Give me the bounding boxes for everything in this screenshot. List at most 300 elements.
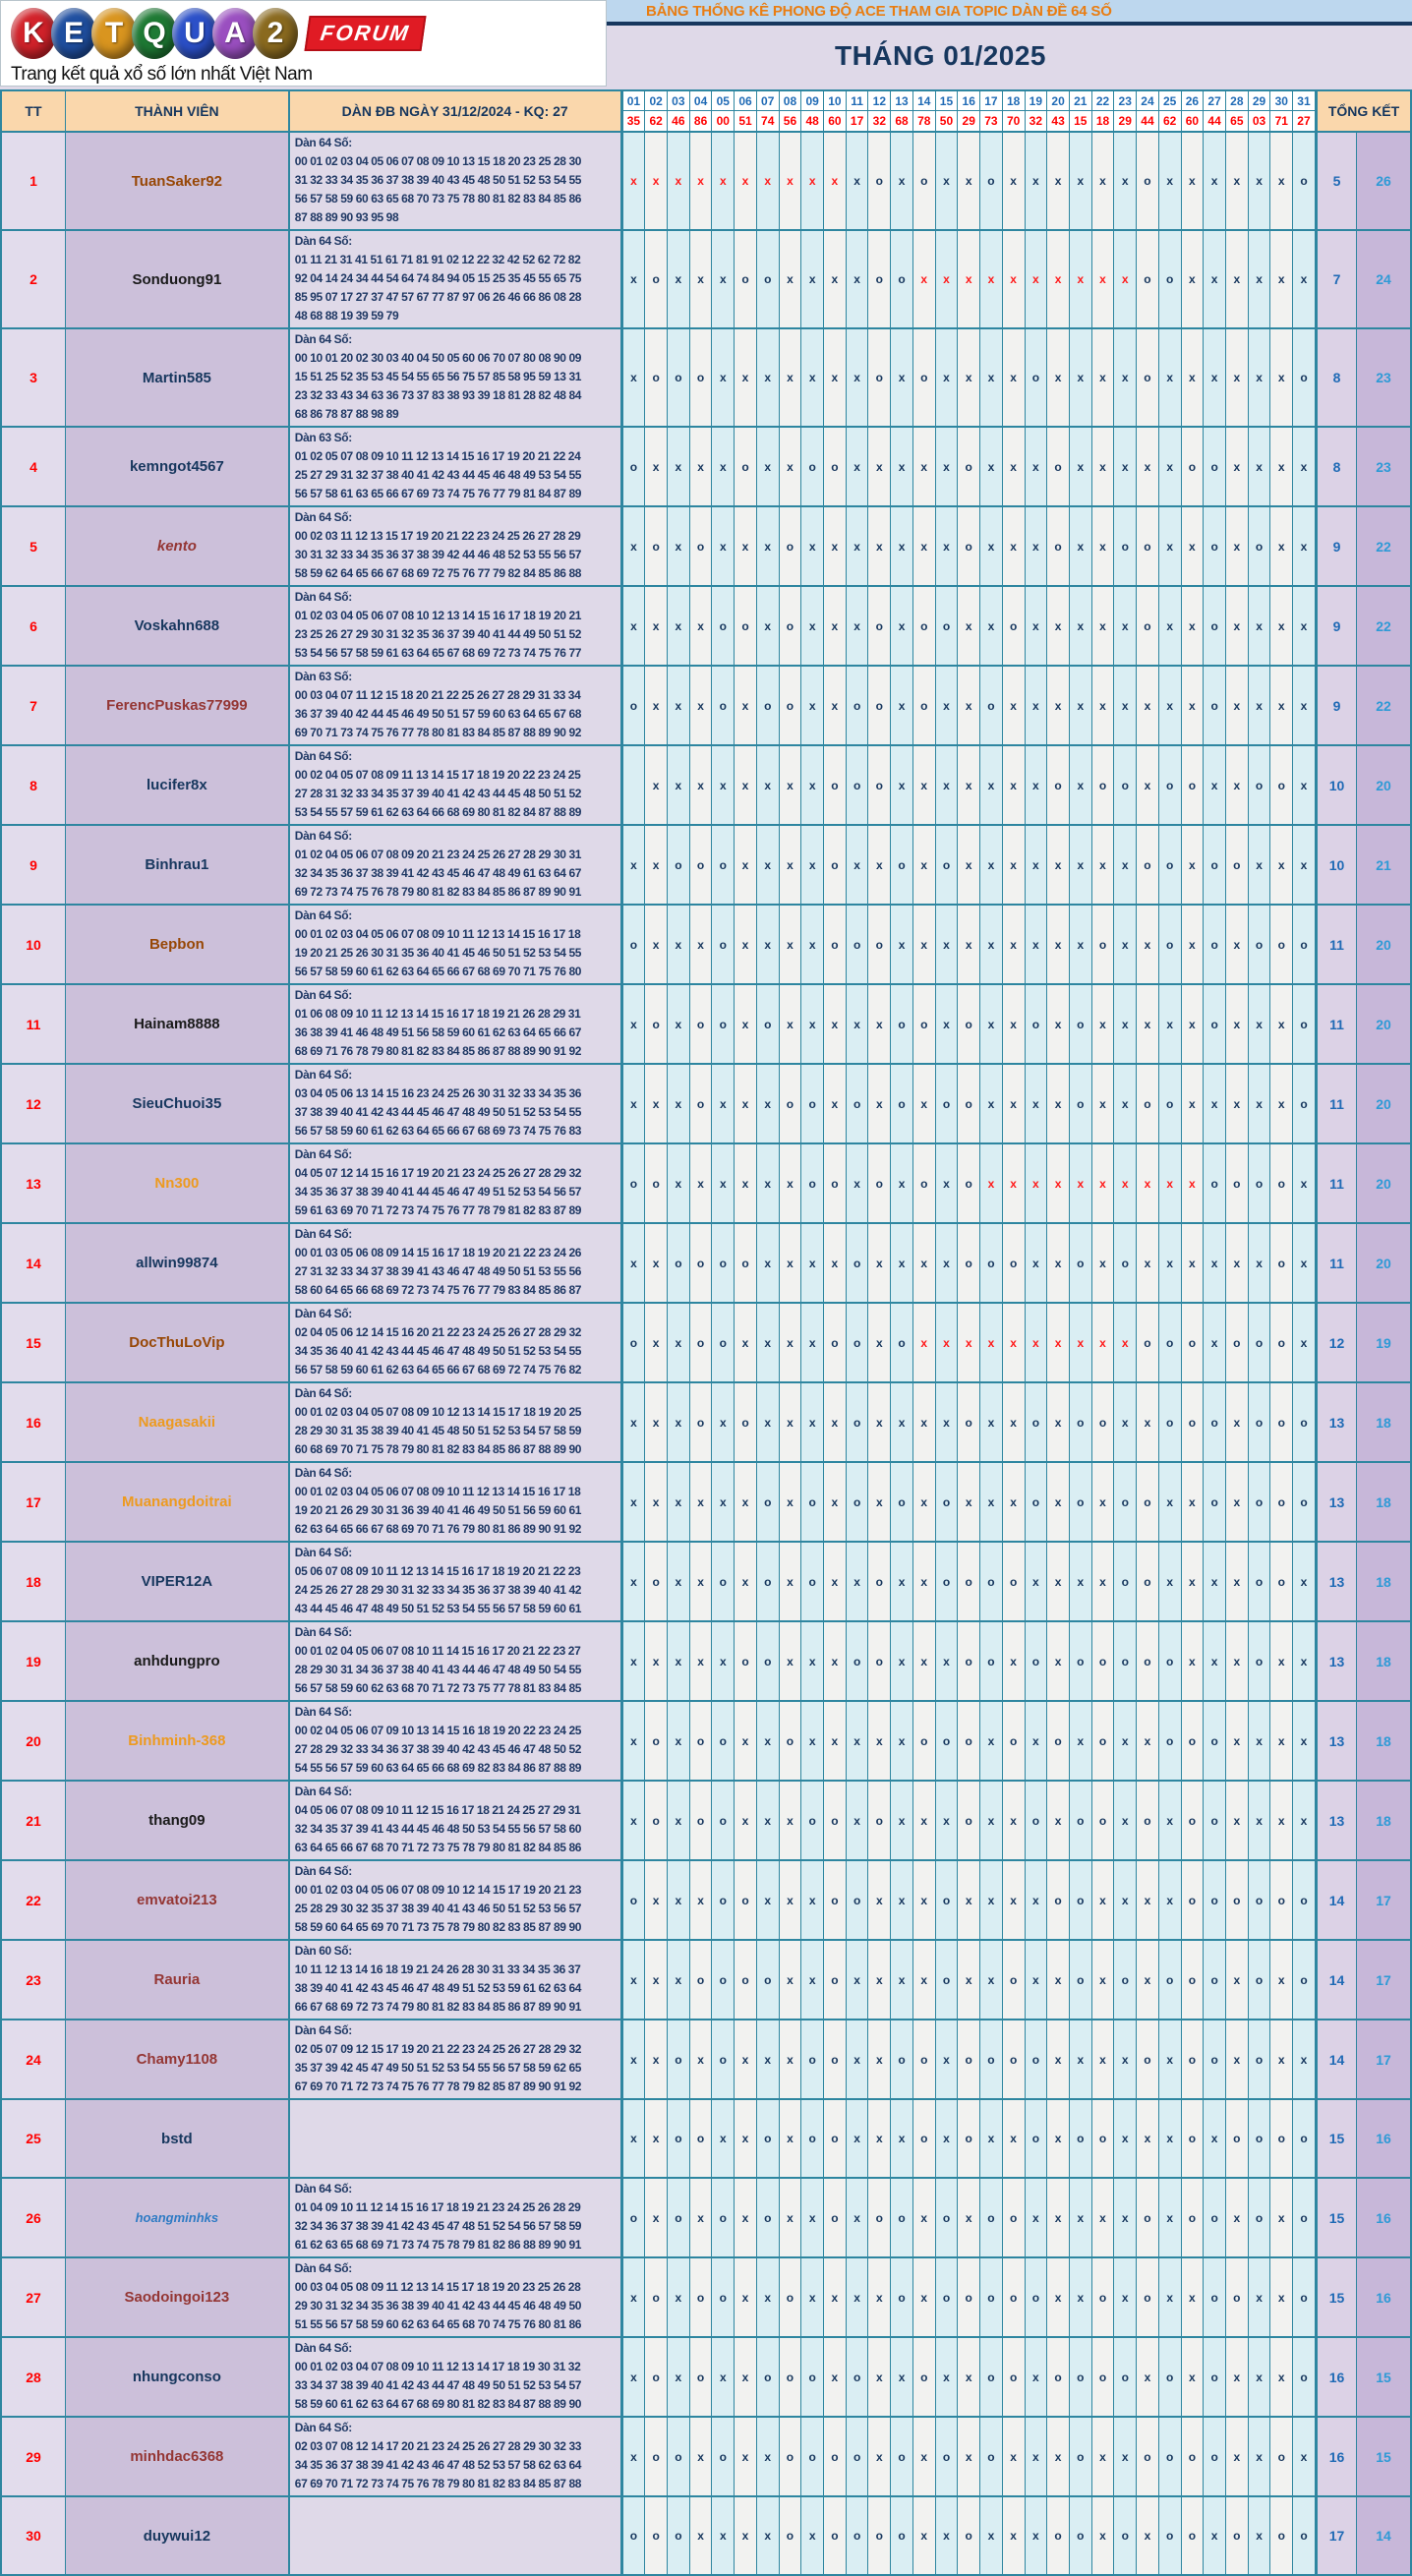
mark-cell: x [800,231,823,327]
mark-cell: x [623,1224,645,1302]
daily-marks [623,1304,1319,1381]
mark-cell: x [1025,2338,1047,2416]
mark-cell: x [1269,231,1292,327]
summary-miss-count: 13 [1318,1383,1357,1461]
table-row [2,2495,1410,2574]
mark-cell: x [979,1065,1002,1142]
day-result: 62 [1162,114,1177,128]
mark-cell: x [734,1304,756,1381]
mark-cell: o [1225,2497,1248,2574]
mark-cell: x [689,1463,712,1541]
mark-cell: x [756,2418,779,2495]
mark-cell: x [1002,826,1025,904]
day-number: 24 [1137,91,1158,111]
table-row [2,1859,1410,1939]
mark-cell: x [1292,1622,1315,1700]
mark-cell: x [867,2020,890,2098]
mark-cell: x [890,587,912,665]
mark-cell: x [1292,1782,1315,1859]
mark-cell: x [1269,2020,1292,2098]
mark-cell: o [1292,906,1315,983]
mark-cell: o [800,1065,823,1142]
mark-cell: o [957,985,979,1063]
mark-cell: o [1091,1383,1114,1461]
mark-cell: o [1292,133,1315,229]
mark-cell: o [644,1782,667,1859]
mark-cell: x [1091,1304,1114,1381]
mark-cell: x [1025,2179,1047,2256]
mark-cell: x [644,2179,667,2256]
summary-miss-count: 16 [1318,2338,1357,2416]
mark-cell: x [779,826,801,904]
mark-cell: o [1181,746,1204,824]
day-result: 62 [649,114,663,128]
mark-cell: x [756,1224,779,1302]
dan-line: Dàn 64 Số: [294,1864,352,1878]
mark-cell: o [1181,428,1204,505]
mark-cell: o [1025,329,1047,426]
mark-cell: x [979,1383,1002,1461]
dan-line: 68 69 71 76 78 79 80 81 82 83 84 85 86 87 88 89 90 91 92 [294,1044,582,1058]
mark-cell: o [1203,428,1225,505]
summary-miss-count: 13 [1318,1782,1357,1859]
dan-line: Dàn 64 Số: [294,2182,352,2195]
mark-cell: o [1269,906,1292,983]
mark-cell: o [756,231,779,327]
dan-line: 56 57 58 59 60 61 62 63 64 65 66 67 68 69 70 71 75 76 80 [294,965,582,978]
mark-cell: o [846,906,868,983]
mark-cell: x [890,133,912,229]
mark-cell: x [823,2258,846,2336]
mark-cell: x [800,2179,823,2256]
mark-cell: x [1046,2100,1069,2177]
mark-cell: o [689,507,712,585]
mark-cell: x [1225,1224,1248,1302]
mark-cell: x [800,1383,823,1461]
mark-cell: o [1203,2258,1225,2336]
mark-cell: x [979,826,1002,904]
mark-cell: o [890,2258,912,2336]
dan-line: Dàn 64 Số: [294,590,352,604]
mark-cell: x [957,1463,979,1541]
dan-line: 00 01 02 03 04 05 06 07 08 09 10 12 14 15 17 19 20 21 23 [294,1883,582,1897]
mark-cell: x [1269,826,1292,904]
mark-cell: x [1292,2418,1315,2495]
member-name: TuanSaker92 [131,172,223,190]
mark-cell: x [623,1782,645,1859]
mark-cell: o [846,746,868,824]
mark-cell: x [1158,2258,1181,2336]
mark-cell: x [1091,826,1114,904]
mark-cell: x [1046,1782,1069,1859]
mark-cell: x [779,1543,801,1620]
row-number: 22 [2,1861,66,1939]
row-number: 28 [2,2338,66,2416]
mark-cell: o [1225,1304,1248,1381]
mark-cell: x [623,231,645,327]
mark-cell: x [1046,133,1069,229]
mark-cell: x [644,1861,667,1939]
mark-cell: o [689,1782,712,1859]
mark-cell: o [957,1782,979,1859]
row-number: 6 [2,587,66,665]
day-result: 00 [716,114,730,128]
mark-cell: o [935,1065,958,1142]
dan-line: 00 02 04 05 06 07 09 10 13 14 15 16 18 19 20 22 23 24 25 [294,1724,582,1737]
mark-cell: o [823,906,846,983]
mark-cell: o [623,906,645,983]
mark-cell: o [1136,2418,1158,2495]
mark-cell: x [667,1463,689,1541]
mark-cell: x [734,746,756,824]
mark-cell: x [1292,1702,1315,1780]
mark-cell: o [867,231,890,327]
mark-cell: x [1046,2179,1069,2256]
mark-cell: x [1269,587,1292,665]
mark-cell: x [734,1065,756,1142]
member-cell [66,1065,290,1142]
mark-cell: x [1136,746,1158,824]
mark-cell: x [1046,1463,1069,1541]
mark-cell: x [779,985,801,1063]
summary-miss-count: 14 [1318,1861,1357,1939]
mark-cell: o [1136,587,1158,665]
mark-cell: o [1225,1144,1248,1222]
mark-cell: o [823,1861,846,1939]
mark-cell: o [935,2418,958,2495]
mark-cell: o [912,1144,935,1222]
mark-cell: x [1025,826,1047,904]
day-result: 44 [1141,114,1154,128]
mark-cell: o [912,2100,935,2177]
mark-cell: x [711,1383,734,1461]
daily-marks [623,587,1319,665]
mark-cell: o [1069,1861,1091,1939]
day-result: 56 [783,114,797,128]
mark-cell: o [979,133,1002,229]
mark-cell: o [1136,507,1158,585]
mark-cell: x [1136,2100,1158,2177]
mark-cell: x [667,1144,689,1222]
mark-cell: o [734,1224,756,1302]
mark-cell: x [1158,2020,1181,2098]
summary-miss-count: 7 [1318,231,1357,327]
day-column-header [957,91,979,131]
mark-cell: o [867,2497,890,2574]
mark-cell: x [779,1861,801,1939]
mark-cell: o [846,1463,868,1541]
dan-line: 28 29 30 31 35 38 39 40 41 45 48 50 51 52 53 54 57 58 59 [294,1424,582,1437]
mark-cell: x [1069,428,1091,505]
dan-line: 10 11 12 13 14 16 18 19 21 24 26 28 30 31 33 34 35 36 37 [294,1962,581,1976]
dan-line: 00 01 02 03 04 05 06 07 08 09 10 11 12 13 14 15 16 17 18 [294,927,581,941]
mark-cell: o [711,985,734,1063]
mark-cell: x [1091,587,1114,665]
mark-cell: x [667,985,689,1063]
mark-cell: x [1046,906,1069,983]
mark-cell: x [689,133,712,229]
mark-cell: x [1248,2258,1270,2336]
mark-cell: o [1069,2418,1091,2495]
mark-cell: x [667,1702,689,1780]
mark-cell: o [1046,1702,1069,1780]
mark-cell: o [823,2418,846,2495]
dan-line: 61 62 63 65 68 69 71 73 74 75 78 79 81 82 86 88 89 90 91 [294,2238,582,2252]
mark-cell: x [1025,133,1047,229]
mark-cell: o [1091,2338,1114,2416]
mark-cell: x [1181,826,1204,904]
mark-cell: o [890,1304,912,1381]
mark-cell: o [1136,1463,1158,1541]
mark-cell: x [1269,2338,1292,2416]
mark-cell: x [912,2418,935,2495]
mark-cell: x [979,1861,1002,1939]
member-cell [66,1383,290,1461]
mark-cell: o [1136,1065,1158,1142]
mark-cell: x [800,507,823,585]
mark-cell: o [979,2258,1002,2336]
logo-letters [11,5,606,62]
daily-marks [623,1543,1319,1620]
mark-cell: x [1069,667,1091,744]
dan-line: 53 54 56 57 58 59 61 63 64 65 67 68 69 72 73 74 75 76 77 [294,646,582,660]
mark-cell: o [800,1782,823,1859]
mark-cell: x [1225,1065,1248,1142]
mark-cell: o [667,1224,689,1302]
day-column-header [935,91,958,131]
mark-cell: x [1069,329,1091,426]
mark-cell: x [890,1383,912,1461]
table-row [2,1780,1410,1859]
day-number: 19 [1026,91,1047,111]
mark-cell: x [1046,2258,1069,2336]
mark-cell: x [711,2497,734,2574]
site-logo[interactable] [0,0,607,87]
mark-cell: o [1158,1941,1181,2019]
mark-cell: o [1136,231,1158,327]
summary-miss-count: 8 [1318,428,1357,505]
mark-cell: o [1091,1622,1114,1700]
day-result: 32 [872,114,886,128]
mark-cell: o [1091,1782,1114,1859]
mark-cell: x [935,1622,958,1700]
dan-line: 67 69 70 71 72 73 74 75 76 77 78 79 82 85 87 89 90 91 92 [294,2079,582,2093]
mark-cell: o [689,826,712,904]
mark-cell: x [890,2338,912,2416]
day-column-header [1269,91,1292,131]
member-cell [66,428,290,505]
mark-cell: x [800,1941,823,2019]
mark-cell: o [867,587,890,665]
mark-cell: o [667,2497,689,2574]
mark-cell: o [890,1463,912,1541]
mark-cell: o [644,2497,667,2574]
mark-cell: x [1181,2338,1204,2416]
dan-numbers [290,1224,623,1302]
logo-letter: 2 [253,8,298,59]
mark-cell: x [912,231,935,327]
dan-line: 23 32 33 43 34 63 36 73 37 83 38 93 39 18 81 28 82 48 84 [294,388,582,402]
mark-cell: x [1113,1383,1136,1461]
day-number: 18 [1003,91,1025,111]
mark-cell: x [1248,667,1270,744]
table-row [2,665,1410,744]
mark-cell: x [1136,1861,1158,1939]
member-name: hoangminhks [135,2210,219,2225]
mark-cell: o [890,231,912,327]
summary-hit-count: 20 [1357,1065,1410,1142]
day-number: 15 [936,91,958,111]
mark-cell: x [1025,587,1047,665]
daily-marks [623,1941,1319,2019]
mark-cell: x [935,667,958,744]
mark-cell: x [979,1304,1002,1381]
mark-cell: x [1225,985,1248,1063]
mark-cell: x [1002,1622,1025,1700]
mark-cell: x [756,906,779,983]
mark-cell: o [800,2418,823,2495]
dan-line: Dàn 64 Số: [294,1307,352,1320]
dan-line: 51 55 56 57 58 59 60 62 63 64 65 68 70 74 75 76 80 81 86 [294,2317,582,2331]
mark-cell: o [1248,2020,1270,2098]
mark-cell: x [1269,507,1292,585]
mark-cell: x [1002,2497,1025,2574]
mark-cell: x [1269,1941,1292,2019]
mark-cell: x [1248,587,1270,665]
summary-miss-count: 15 [1318,2258,1357,2336]
day-column-header [1069,91,1091,131]
member-cell [66,2338,290,2416]
dan-numbers [290,133,623,229]
mark-cell: x [1269,1622,1292,1700]
dan-line: Dàn 64 Số: [294,1705,352,1719]
mark-cell: x [823,1463,846,1541]
summary-hit-count: 15 [1357,2338,1410,2416]
mark-cell: x [1025,746,1047,824]
mark-cell: x [734,329,756,426]
mark-cell: x [689,231,712,327]
mark-cell: o [734,1383,756,1461]
mark-cell: x [689,2179,712,2256]
mark-cell: x [644,1224,667,1302]
dan-line: Dàn 64 Số: [294,1466,352,1480]
row-number: 25 [2,2100,66,2177]
mark-cell: x [1225,1941,1248,2019]
mark-cell: x [1046,1304,1069,1381]
dan-line: 58 59 62 64 65 66 67 68 69 72 75 76 77 79 82 84 85 86 88 [294,566,582,580]
mark-cell: x [734,2020,756,2098]
day-result: 70 [1006,114,1021,128]
mark-cell: o [1292,985,1315,1063]
dan-line: Dàn 64 Số: [294,2341,352,2355]
mark-cell: o [1292,2179,1315,2256]
member-name: DocThuLoVip [129,1334,225,1351]
mark-cell: x [1002,1065,1025,1142]
mark-cell: x [1225,2179,1248,2256]
day-result: 65 [1230,114,1244,128]
mark-cell: x [644,826,667,904]
mark-cell: x [800,667,823,744]
mark-cell: o [1269,2418,1292,2495]
dan-numbers [290,2020,623,2098]
mark-cell: x [1113,587,1136,665]
mark-cell: o [711,667,734,744]
mark-cell: x [1181,1463,1204,1541]
mark-cell: x [734,2338,756,2416]
mark-cell: x [890,2100,912,2177]
mark-cell: o [711,587,734,665]
mark-cell: o [1248,1622,1270,1700]
mark-cell: x [1158,1861,1181,1939]
mark-cell: o [979,2179,1002,2256]
mark-cell: x [779,2100,801,2177]
dan-line: Dàn 64 Số: [294,1147,352,1161]
mark-cell: x [890,1861,912,1939]
mark-cell: o [1181,2497,1204,2574]
mark-cell: x [1046,1622,1069,1700]
mark-cell: x [800,1304,823,1381]
mark-cell: x [689,2418,712,2495]
mark-cell: o [1046,746,1069,824]
mark-cell: o [1158,826,1181,904]
mark-cell: o [711,2258,734,2336]
day-column-header [1091,91,1114,131]
mark-cell: x [734,2258,756,2336]
mark-cell: x [867,2100,890,2177]
mark-cell: x [1181,507,1204,585]
mark-cell: o [957,1702,979,1780]
mark-cell: x [711,133,734,229]
day-result: 86 [693,114,708,128]
mark-cell: o [689,1383,712,1461]
mark-cell: o [867,1622,890,1700]
dan-numbers [290,1383,623,1461]
mark-cell: o [779,1065,801,1142]
summary-hit-count: 22 [1357,667,1410,744]
mark-cell: x [689,667,712,744]
mark-cell: o [1113,2338,1136,2416]
table-row [2,824,1410,904]
mark-cell: o [979,667,1002,744]
mark-cell: o [1025,2258,1047,2336]
table-row [2,2177,1410,2256]
mark-cell: x [1158,133,1181,229]
mark-cell: x [1248,1065,1270,1142]
mark-cell: o [846,2338,868,2416]
mark-cell: o [1248,906,1270,983]
mark-cell: o [1181,2179,1204,2256]
mark-cell: x [667,133,689,229]
mark-cell: x [1113,667,1136,744]
mark-cell: o [1248,1304,1270,1381]
day-column-header [1203,91,1225,131]
mark-cell: x [823,507,846,585]
mark-cell: x [912,2497,935,2574]
mark-cell: o [623,1861,645,1939]
mark-cell: o [734,1622,756,1700]
mark-cell: x [756,746,779,824]
mark-cell: x [890,1224,912,1302]
day-result: 17 [850,114,864,128]
mark-cell: x [1091,2497,1114,2574]
table-header-row [2,91,1410,131]
mark-cell: o [1203,985,1225,1063]
mark-cell: x [1225,2020,1248,2098]
mark-cell: x [979,1782,1002,1859]
mark-cell: x [1113,1782,1136,1859]
summary-miss-count: 8 [1318,329,1357,426]
mark-cell: o [1046,2497,1069,2574]
